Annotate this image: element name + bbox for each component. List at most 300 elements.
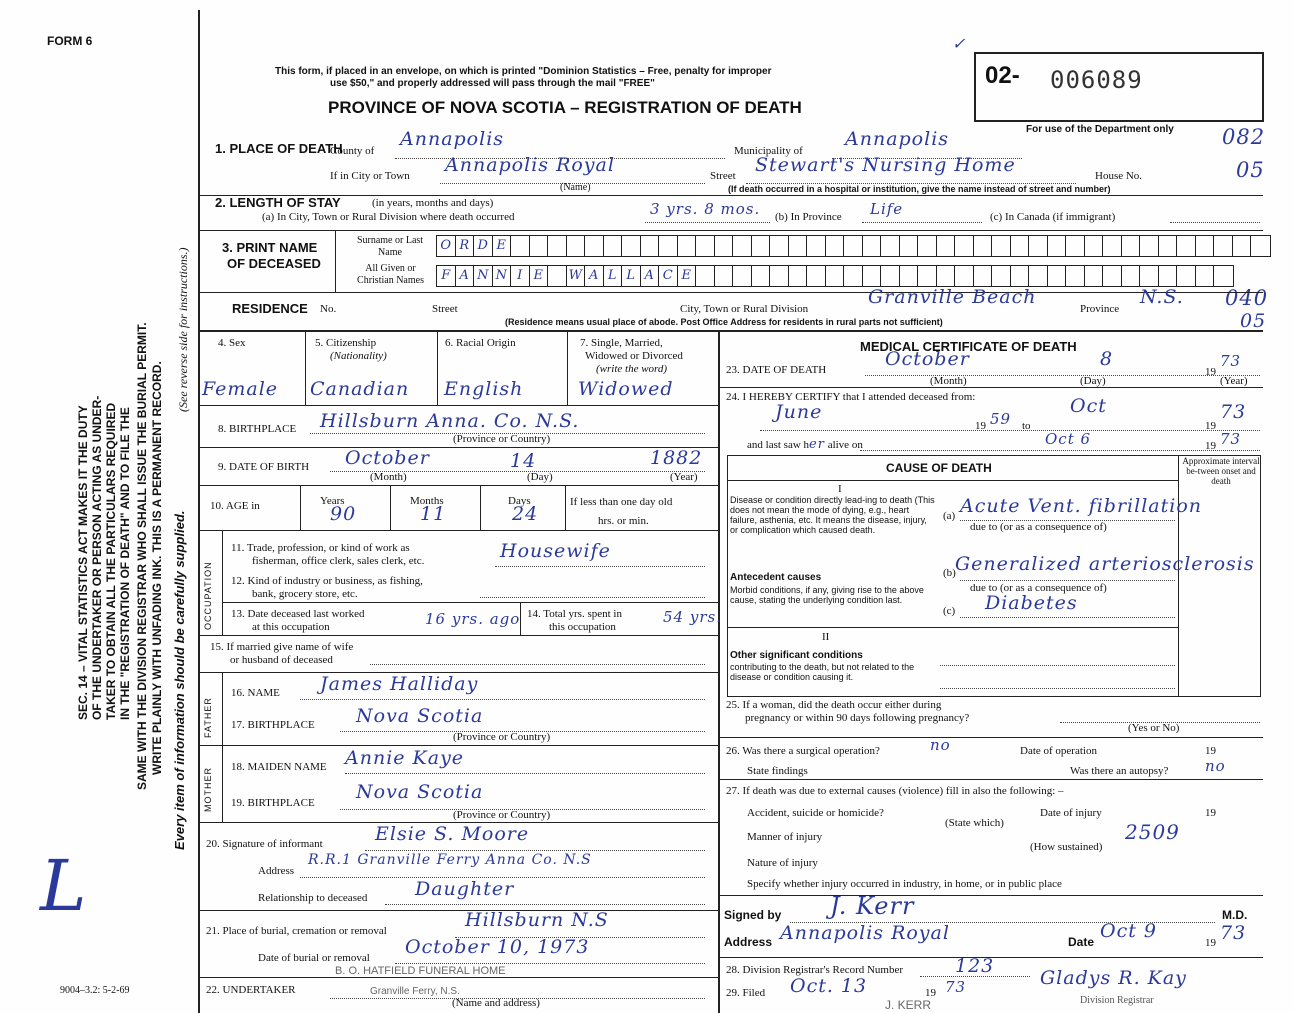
surname-letter-box [1066,236,1085,256]
stay-b-line [862,222,982,223]
mother-maiden-line [345,773,705,774]
cause-a-letter: (a) [943,510,956,522]
birthplace-value: Hillsburn Anna. Co. N.S. [320,410,580,432]
signed-by-label: Signed by [724,908,782,922]
divider-8 [198,447,718,448]
sec-line-2: OF THE UNDERTAKER OR PERSON ACTING AS UNDER- [90,395,104,720]
dod-line [865,375,1260,376]
house-no-label: House No. [1095,170,1143,182]
surname-letter-box [733,236,752,256]
residence-note: (Residence means usual place of abode. Post Office Address for residents in rural parts not sufficient) [505,317,943,327]
dod-month: October [885,348,970,370]
checkmark: ✓ [952,34,967,53]
dod-year-prefix: 19 [1205,366,1216,378]
municipality-value: Annapolis [845,128,950,150]
sec-line-1: SEC. 14 – VITAL STATISTICS ACT MAKES IT THE DUTY [76,405,90,720]
given-name-letter-box [1159,266,1178,286]
cause-c-value: Diabetes [985,592,1078,614]
divider-occupation [198,635,718,636]
hospital-note: (If death occurred in a hospital or institution, give the name instead of street and number) [728,184,1111,194]
stay-a-value: 3 yrs. 8 mos. [650,200,761,218]
burial-place-label: 21. Place of burial, cremation or removal [206,925,387,937]
surname-letter-box [1029,236,1048,256]
dod-day-cap: (Day) [1080,375,1106,387]
due-to-1: due to (or as a consequence of) [970,521,1107,533]
age-div-4 [565,485,566,530]
physician-signature: J. Kerr [830,892,915,920]
divider-father [198,745,718,746]
age-div-2 [390,485,391,530]
last-saw-label: and last saw her alive on [747,437,863,452]
mother-birthplace-value: Nova Scotia [356,781,484,803]
given-name-letter-box [770,266,789,286]
relationship-value: Daughter [415,878,515,900]
undertaker-label: 22. UNDERTAKER [206,984,296,996]
yes-no-caption: (Yes or No) [1128,722,1180,734]
trade-label-2: fisherman, office clerk, sales clerk, etc. [252,555,425,567]
surname-letter-box [1214,236,1233,256]
given-name-letter-box [1196,266,1215,286]
city-value: Annapolis Royal [445,154,615,176]
surname-letter-box [585,236,604,256]
code-2509: 2509 [1125,820,1180,844]
trade-value: Housewife [500,540,611,562]
from-year-prefix: 19 [975,420,986,432]
other-line-2 [940,688,1175,689]
given-name-letter-box [1011,266,1030,286]
age-months: 11 [420,503,447,525]
street-label: Street [710,170,736,182]
given-name-letter-box: L [622,266,641,286]
occ-side-div [222,530,223,635]
given-name-letter-box: A [641,266,660,286]
surname-letter-box [1085,236,1104,256]
divider-20 [198,910,718,911]
last-saw-date: Oct 6 [1045,430,1092,448]
burial-date-line [395,963,705,964]
dept-code-4: 05 [1240,310,1267,332]
mother-birthplace-label: 19. BIRTHPLACE [231,797,315,809]
divider-26 [718,779,1263,780]
surname-letter-box: O [437,236,456,256]
given-name-letter-box: I [511,266,530,286]
to-year-prefix: 19 [1205,420,1216,432]
mother-bp-caption: (Province or Country) [453,809,551,821]
cause-header-line [727,480,1178,481]
dept-code-2: 05 [1236,158,1265,182]
given-name-letter-box [1214,266,1233,286]
birthplace-caption: (Province or Country) [453,433,551,445]
sex-label: 4. Sex [218,337,246,349]
total-yrs-label-2: this occupation [549,621,616,633]
last-worked-label-2: at this occupation [252,621,330,633]
q25-label-1: 25. If a woman, did the death occur either during [726,699,942,711]
surname-letter-box [678,236,697,256]
last-saw-line [860,450,1260,451]
surname-letter-box [1196,236,1215,256]
manner-label: Manner of injury [747,831,823,843]
industry-label-1: 12. Kind of industry or business, as fishing, [231,575,423,587]
last-saw-year-prefix: 19 [1205,440,1216,452]
divider-10 [198,530,718,531]
surname-letter-box [548,236,567,256]
surname-letter-box [955,236,974,256]
surname-letter-box [974,236,993,256]
state-findings-label: State findings [747,765,808,777]
dob-year: 1882 [650,447,703,469]
dept-code-3: 040 [1225,286,1269,310]
q29-label: 29. Filed [726,987,766,999]
given-names-boxes [436,265,1234,287]
given-name-letter-box [789,266,808,286]
city-label: If in City or Town [330,170,410,182]
given-name-letter-box [1048,266,1067,286]
surname-letter-box: R [456,236,475,256]
divider-12 [222,602,718,603]
surname-letter-box [622,236,641,256]
city-name-caption: (Name) [560,182,591,193]
col-div-2 [437,330,438,405]
interval-label: Approximate interval be-tween onset and death [1182,456,1260,486]
total-yrs-value: 54 yrs. [663,608,722,626]
surname-letter-box [511,236,530,256]
surname-letter-box [604,236,623,256]
sec-line-5: SAME WITH THE DIVISION REGISTRAR WHO SHALL ISSUE THE BURIAL PERMIT. [135,322,149,790]
surname-letter-box [826,236,845,256]
given-name-letter-box [733,266,752,286]
surname-letter-box [1122,236,1141,256]
length-of-stay-label: 2. LENGTH OF STAY [215,195,341,210]
trade-line [495,566,705,567]
given-name-letter-box: E [678,266,697,286]
name-address-caption: (Name and address) [452,997,540,1009]
municipality-label: Municipality of [734,145,803,157]
dept-code-1: 082 [1222,125,1266,149]
record-line [920,976,1030,977]
footer-code: 9004–3.2: 5-2-69 [60,985,130,996]
sec-line-6: WRITE PLAINLY WITH UNFADING INK. THIS IS A PERMANENT RECORD. [150,361,164,775]
occ-13-14-div [520,602,521,635]
autopsy-value: no [1205,757,1226,775]
surname-letter-box [789,236,808,256]
county-value: Annapolis [400,128,505,150]
q27-label: 27. If death was due to external causes (violence) fill in also the following: – [726,785,1064,797]
q28-label: 28. Division Registrar's Record Number [726,964,904,976]
industry-label-2: bank, grocery store, etc. [252,588,358,600]
marital-value: Widowed [578,378,674,400]
marital-label-2: Widowed or Divorced [585,350,683,362]
given-name-letter-box [955,266,974,286]
stay-c-line [1170,222,1260,223]
print-name-label-1: 3. PRINT NAME [222,240,318,255]
surname-letter-box [1159,236,1178,256]
father-name-label: 16. NAME [231,687,280,699]
last-saw-year: 73 [1220,430,1242,448]
given-name-letter-box: E [530,266,549,286]
antecedent-desc: Morbid conditions, if any, giving rise to the above cause, stating the underlying condition last. [730,585,924,605]
given-name-letter-box: N [474,266,493,286]
residence-city-value: Granville Beach [868,286,1037,308]
surname-letter-box [881,236,900,256]
injury-year-prefix: 19 [1205,807,1216,819]
racial-origin-label: 6. Racial Origin [445,337,516,349]
filed-year: 73 [945,978,967,996]
burial-date-value: October 10, 1973 [405,936,590,958]
date-operation-label: Date of operation [1020,745,1097,757]
sex-value: Female [202,378,279,400]
spouse-label-1: 15. If married give name of wife [210,641,354,653]
physician-address: Annapolis Royal [780,922,950,944]
date-injury-label: Date of injury [1040,807,1102,819]
due-to-2: due to (or as a consequence of) [970,582,1107,594]
stay-b-label: (b) In Province [775,211,842,223]
mother-maiden-label: 18. MAIDEN NAME [231,761,327,773]
given-name-letter-box: L [604,266,623,286]
other-conditions-label: Other significant conditions [730,650,863,661]
dod-year: 73 [1220,352,1242,370]
surname-letter-box [937,236,956,256]
attended-from-month: June [775,401,823,423]
sec-line-3: TAKER TO OBTAIN ALL THE PARTICULARS REQUIRED [104,402,118,720]
autopsy-label: Was there an autopsy? [1070,765,1169,777]
col-div-1 [305,330,306,405]
date-signed-year: 73 [1220,922,1247,944]
form-number: FORM 6 [47,34,93,48]
surname-label: Surname or Last Name [356,235,424,258]
divider-stay [198,230,1263,231]
cause-of-death-title: CAUSE OF DEATH [886,461,992,475]
dod-day: 8 [1100,348,1114,370]
residence-province-label: Province [1080,303,1120,315]
print-name-label-2: OF DECEASED [227,256,321,271]
attended-to-month: Oct [1070,395,1107,417]
surname-letter-box [1177,236,1196,256]
burial-date-label: Date of burial or removal [258,952,370,964]
divider-4-7 [198,405,718,406]
industry-line [480,597,705,598]
age-years: 90 [330,503,357,525]
given-name-letter-box: A [585,266,604,286]
surname-letter-box [567,236,586,256]
record-number: 123 [955,955,995,977]
antecedent-label: Antecedent causes [730,572,822,583]
division-registrar-caption: Division Registrar [1080,995,1154,1006]
dod-year-cap: (Year) [1220,375,1248,387]
last-worked-label-1: 13. Date deceased last worked [231,608,365,620]
registrar-signature: Gladys R. Kay [1040,967,1187,989]
divider-9 [198,485,718,486]
given-name-letter-box [752,266,771,286]
notice-line-1: This form, if placed in an envelope, on which is printed "Dominion Statistics – Free, penalty for improper [275,66,772,77]
residence-city-label: City, Town or Rural Division [680,303,809,315]
given-name-letter-box: F [437,266,456,286]
part-two-label: II [822,631,830,643]
given-name-letter-box [548,266,567,286]
given-names-label: All Given or Christian Names [357,263,424,286]
place-of-death-label: 1. PLACE OF DEATH [215,141,343,156]
surname-letter-box [1233,236,1252,256]
spouse-line [370,664,705,665]
medical-certificate-title: MEDICAL CERTIFICATE OF DEATH [860,339,1077,354]
given-name-letter-box: W [567,266,586,286]
cause-a-value: Acute Vent. fibrillation [960,495,1202,517]
citizenship-value: Canadian [310,378,410,400]
given-name-letter-box: C [659,266,678,286]
every-item-note: Every item of information should be carefully supplied. [172,510,187,850]
age-years-label: Years [320,495,345,507]
given-name-letter-box [1029,266,1048,286]
attended-to-year: 73 [1220,401,1247,423]
given-name-letter-box [900,266,919,286]
surgery-value: no [930,736,951,754]
surname-boxes [436,235,1271,257]
given-name-letter-box [1140,266,1159,286]
dob-day-cap: (Day) [527,471,553,483]
registration-number: 006089 [1050,66,1143,94]
q26-label: 26. Was there a surgical operation? [726,745,880,757]
given-name-letter-box [881,266,900,286]
nature-label: Nature of injury [747,857,818,869]
relationship-label: Relationship to deceased [258,892,368,904]
given-name-letter-box [863,266,882,286]
birthplace-label: 8. BIRTHPLACE [218,423,297,435]
age-div-1 [300,485,301,530]
mother-maiden-value: Annie Kaye [345,747,465,769]
given-name-letter-box [992,266,1011,286]
residence-street-label: Street [432,303,458,315]
sec-line-4: IN THE "REGISTRATION OF DEATH" AND TO FILE THE [118,407,132,720]
attended-line [760,430,1260,431]
md-label: M.D. [1222,908,1248,922]
informant-signature: Elsie S. Moore [375,823,530,845]
given-name-letter-box [918,266,937,286]
relationship-line [385,904,705,905]
surname-letter-box [992,236,1011,256]
accident-label: Accident, suicide or homicide? [747,807,884,819]
father-name-line [300,699,705,700]
specify-label: Specify whether injury occurred in industry, in home, or in public place [747,878,1062,890]
filed-year-prefix: 19 [925,987,936,999]
dob-month-cap: (Month) [370,471,407,483]
registration-prefix: 02- [985,62,1020,89]
dod-label: 23. DATE OF DEATH [726,364,827,376]
to-label: to [1022,420,1031,432]
cause-c-line [960,617,1175,618]
residence-no-label: No. [320,303,337,315]
name-divider [335,230,336,292]
dept-use-label: For use of the Department only [1026,124,1174,135]
stay-b-value: Life [870,200,904,218]
given-name-letter-box [844,266,863,286]
given-name-letter-box [826,266,845,286]
father-bp-caption: (Province or Country) [453,731,551,743]
surname-letter-box [752,236,771,256]
frame-left [198,10,200,1013]
dob-label: 9. DATE OF BIRTH [218,461,310,473]
burial-place-value: Hillsburn N.S [465,909,609,931]
age-days: 24 [512,503,539,525]
dob-day: 14 [510,450,537,472]
part-one-label: I [838,483,842,495]
surname-letter-box: D [474,236,493,256]
divider-place [198,195,1263,196]
occupation-side-label: OCCUPATION [203,561,213,630]
mother-side-label: MOTHER [203,767,213,812]
disease-label: Disease or condition directly lead-ing to death (This does not mean the mode of dying, e.g., heart failure, asthenia, etc. It means the disease, injury, or complication which caused death. [730,495,935,535]
divider-residence [198,330,1263,332]
surname-letter-box [770,236,789,256]
stay-a-line [645,222,770,223]
length-of-stay-sub: (in years, months and days) [372,197,494,209]
informant-sig-label: 20. Signature of informant [206,838,323,850]
part-two-line [727,627,1178,628]
surname-letter-box [530,236,549,256]
given-name-letter-box: A [456,266,475,286]
given-name-letter-box [807,266,826,286]
surname-letter-box: E [493,236,512,256]
surname-letter-box [641,236,660,256]
how-sustained-caption: (How sustained) [1030,841,1103,853]
given-name-letter-box [715,266,734,286]
given-name-letter-box [1177,266,1196,286]
surname-letter-box [1140,236,1159,256]
citizenship-label: 5. Citizenship [315,337,377,349]
date-signed-year-prefix: 19 [1205,937,1216,949]
other-line-1 [940,665,1175,666]
cause-c-letter: (c) [943,605,956,617]
medical-divider [718,330,720,1013]
attended-from-year: 59 [990,410,1012,428]
informant-sig-line [365,850,705,851]
surname-letter-box [1251,236,1270,256]
surname-letter-box [659,236,678,256]
funeral-home-stamp: B. O. HATFIELD FUNERAL HOME [335,965,506,977]
see-reverse-note: (See reverse side for instructions.) [176,247,190,412]
spouse-label-2: or husband of deceased [230,654,333,666]
divider-23 [718,387,1263,388]
certify-label: 24. I HEREBY CERTIFY that I attended deceased from: [726,391,976,403]
given-name-letter-box [1103,266,1122,286]
surname-letter-box [1011,236,1030,256]
less-than-day-label: If less than one day old [570,496,673,508]
surname-letter-box [900,236,919,256]
father-side-label: FATHER [203,697,213,738]
trade-label-1: 11. Trade, profession, or kind of work as [231,542,410,554]
father-birthplace-value: Nova Scotia [356,705,484,727]
cause-b-value: Generalized arteriosclerosis [955,553,1255,575]
given-name-letter-box [937,266,956,286]
form-title: PROVINCE OF NOVA SCOTIA – REGISTRATION OF DEATH [328,98,802,117]
surname-letter-box [1103,236,1122,256]
surname-letter-box [863,236,882,256]
surname-letter-box [844,236,863,256]
county-label: County of [330,145,375,157]
stay-c-label: (c) In Canada (if immigrant) [990,211,1116,223]
divider-27 [718,895,1263,896]
op-year-prefix: 19 [1205,745,1216,757]
date-signed-value: Oct 9 [1100,920,1157,942]
dob-year-cap: (Year) [670,471,698,483]
age-label: 10. AGE in [210,500,260,512]
residence-label: RESIDENCE [232,301,308,316]
surname-letter-box [696,236,715,256]
given-name-letter-box [974,266,993,286]
physician-address-label: Address [724,935,773,949]
given-name-letter-box: N [493,266,512,286]
divider-25 [718,737,1263,738]
age-months-label: Months [410,495,444,507]
cause-b-letter: (b) [943,567,956,579]
